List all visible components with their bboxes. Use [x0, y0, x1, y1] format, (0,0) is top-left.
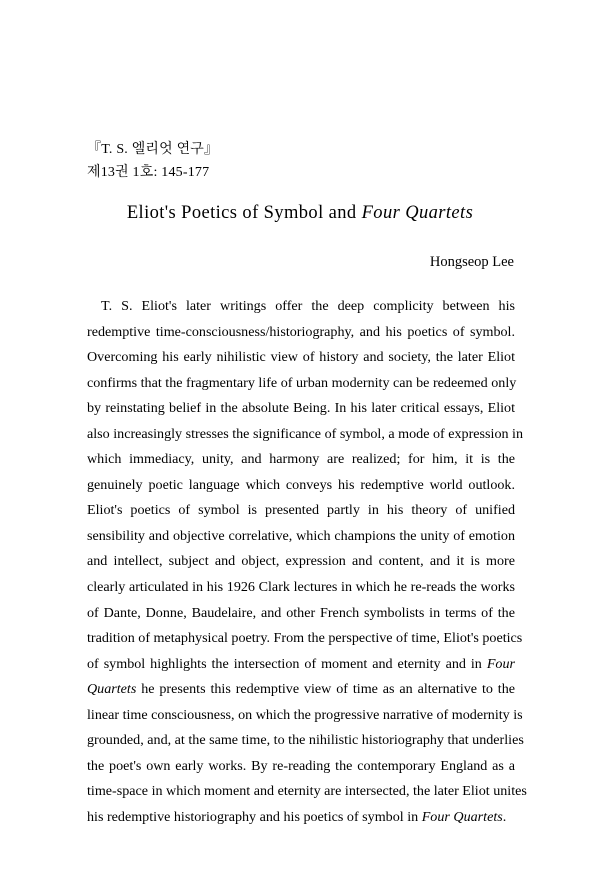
abstract-line: linear time consciousness, on which the progressive narrative of modernity is: [87, 706, 523, 723]
abstract: [87, 294, 527, 830]
journal-issue: 제13권 1호: 145-177: [87, 165, 210, 180]
abstract-line: time-space in which moment and eternity are intersected, the later Eliot unites: [87, 783, 527, 800]
abstract-line: genuinely poetic language which conveys his redemptive world outlook.: [87, 476, 515, 493]
abstract-line: and intellect, subject and object, expression and content, and it is more: [87, 553, 515, 570]
abstract-line: also increasingly stresses the significance of symbol, a mode of expression in: [87, 425, 524, 442]
paper-title: [0, 203, 600, 224]
abstract-italic-four-quartets: Four Quartets: [421, 808, 503, 825]
abstract-line-text: of symbol highlights the intersection of moment and eternity and in: [87, 655, 487, 672]
abstract-line: which immediacy, unity, and harmony are realized; for him, it is the: [87, 451, 515, 468]
abstract-line: [87, 652, 515, 678]
abstract-line: sensibility and objective correlative, which champions the unity of emotion: [87, 527, 515, 544]
abstract-line: [87, 677, 515, 703]
abstract-italic-four: Four: [486, 655, 515, 672]
abstract-line-text: his redemptive historiography and his poetics of symbol in: [87, 808, 422, 825]
journal-name: 『T. S. 엘리엇 연구』: [87, 142, 219, 157]
abstract-line: by reinstating belief in the absolute Being. In his later critical essays, Eliot: [87, 400, 515, 417]
abstract-end-period: .: [502, 808, 507, 825]
abstract-line: of Dante, Donne, Baudelaire, and other French symbolists in terms of the: [87, 604, 515, 621]
journal-citation: [87, 138, 218, 184]
abstract-line: the poet's own early works. By re-reading the contemporary England as a: [87, 757, 515, 774]
abstract-line: [87, 805, 515, 831]
abstract-line: grounded, and, at the same time, to the nihilistic historiography that underlies: [87, 732, 524, 749]
abstract-line: Overcoming his early nihilistic view of history and society, the later Eliot: [87, 349, 515, 366]
abstract-line: T. S. Eliot's later writings offer the deep complicity between his: [101, 298, 515, 314]
abstract-line: Eliot's poetics of symbol is presented partly in his theory of unified: [87, 502, 515, 519]
paper-title-main: Eliot's Poetics of Symbol and: [126, 203, 362, 223]
abstract-line: clearly articulated in his 1926 Clark lectures in which he re-reads the works: [87, 579, 515, 596]
abstract-line-text: he presents this redemptive view of time as an alternative to the: [136, 681, 515, 698]
paper-author: Hongseop Lee: [429, 254, 514, 270]
abstract-line: tradition of metaphysical poetry. From the perspective of time, Eliot's poetics: [87, 630, 523, 647]
abstract-line: confirms that the fragmentary life of urban modernity can be redeemed only: [87, 374, 517, 391]
abstract-italic-quartets: Quartets: [87, 681, 137, 698]
abstract-line: redemptive time-consciousness/historiography, and his poetics of symbol.: [87, 323, 515, 340]
paper-title-italic: Four Quartets: [361, 203, 474, 223]
